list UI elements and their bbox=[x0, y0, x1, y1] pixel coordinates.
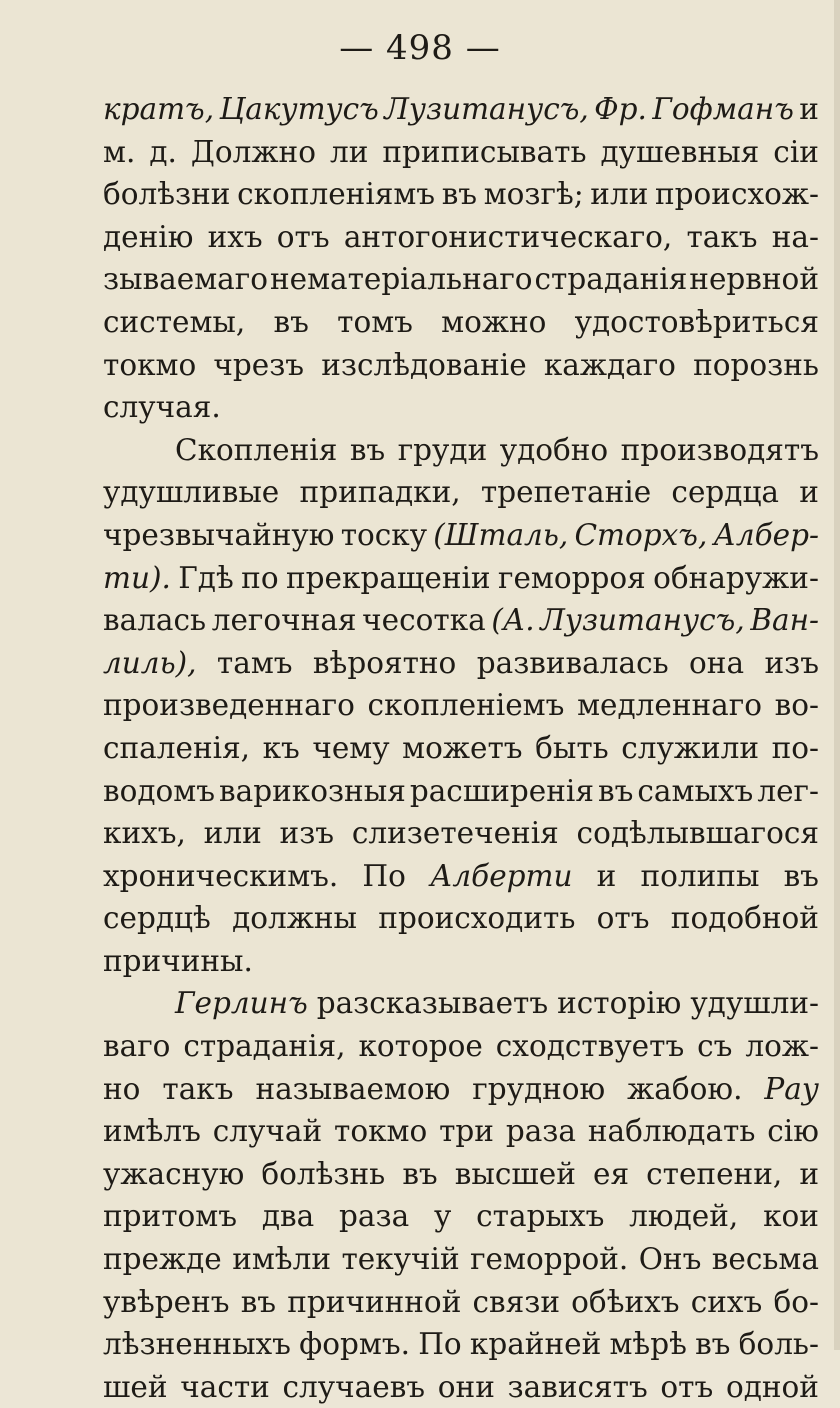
page-number: — 498 — bbox=[339, 28, 501, 68]
word: скопленіямъ bbox=[237, 177, 436, 212]
word: въ bbox=[402, 1156, 438, 1191]
word: (Шталь, bbox=[433, 517, 569, 552]
word: токмо bbox=[103, 347, 197, 382]
word: прежде bbox=[103, 1242, 222, 1277]
word: старыхъ bbox=[476, 1199, 605, 1234]
word: изъ bbox=[279, 816, 335, 851]
word: но bbox=[103, 1071, 141, 1106]
word: шей bbox=[103, 1369, 168, 1404]
word: скопленіемъ bbox=[367, 688, 565, 723]
text-line bbox=[103, 1110, 819, 1153]
text-line bbox=[103, 897, 819, 940]
word: хроническимъ. bbox=[103, 858, 339, 893]
word: и bbox=[799, 1156, 819, 1191]
word: и bbox=[596, 858, 617, 893]
word: слизетеченія bbox=[351, 816, 559, 851]
text-line bbox=[103, 855, 819, 898]
word: удостовѣриться bbox=[574, 304, 819, 339]
word: весьма bbox=[711, 1242, 819, 1277]
word: такъ bbox=[686, 219, 758, 254]
word: груди bbox=[397, 432, 488, 467]
word: варикозныя bbox=[219, 773, 406, 808]
text-line bbox=[103, 1281, 819, 1324]
word: причины. bbox=[103, 943, 253, 978]
text-line bbox=[103, 173, 819, 216]
word: по- bbox=[771, 730, 819, 765]
word: или bbox=[590, 177, 649, 212]
word: Албер- bbox=[713, 517, 819, 552]
word: приписывать bbox=[382, 134, 587, 169]
word: удушливые bbox=[103, 475, 280, 510]
word: (А. bbox=[491, 603, 535, 638]
word: страданія, bbox=[183, 1029, 346, 1064]
word: служили bbox=[621, 730, 760, 765]
word: содѣлывшагося bbox=[576, 816, 819, 851]
text-line bbox=[103, 684, 819, 727]
text-line bbox=[103, 344, 819, 387]
word: мѣрѣ bbox=[609, 1327, 687, 1362]
word: кратъ, bbox=[103, 92, 215, 126]
word: лег- bbox=[757, 773, 819, 808]
word: отъ bbox=[660, 1369, 714, 1404]
word: ея bbox=[592, 1156, 630, 1191]
word: формъ. bbox=[299, 1327, 410, 1362]
text-line bbox=[103, 1238, 819, 1281]
text-line bbox=[103, 258, 819, 301]
word: производятъ bbox=[620, 432, 819, 467]
word: геморрой. bbox=[470, 1242, 629, 1277]
text-line bbox=[103, 642, 819, 685]
word: случая. bbox=[103, 390, 221, 425]
word: наблюдать bbox=[587, 1114, 756, 1149]
word: кихъ, bbox=[103, 816, 186, 851]
word: и bbox=[799, 92, 819, 126]
word: лиль), bbox=[103, 645, 197, 680]
word: или bbox=[203, 816, 262, 851]
text-line bbox=[103, 429, 819, 472]
word: текучій bbox=[341, 1242, 460, 1277]
word: ваго bbox=[103, 1029, 171, 1064]
word: произведеннаго bbox=[103, 688, 355, 723]
word: причинной bbox=[287, 1284, 462, 1319]
word: притомъ bbox=[103, 1199, 238, 1234]
word: сіи bbox=[773, 134, 819, 169]
word: Ван- bbox=[750, 603, 819, 638]
word: Гдѣ bbox=[178, 560, 234, 595]
word: Скопленія bbox=[175, 432, 338, 467]
word: сію bbox=[767, 1114, 819, 1149]
word: расширенія bbox=[409, 773, 594, 808]
word: боль- bbox=[738, 1327, 819, 1362]
word: въ bbox=[240, 1284, 277, 1319]
word: Сторхъ, bbox=[574, 517, 708, 552]
word: въ bbox=[783, 858, 819, 893]
word: разсказываетъ bbox=[316, 986, 549, 1021]
word: имѣли bbox=[232, 1242, 332, 1277]
word: Лузитанусъ, bbox=[540, 603, 745, 638]
word: бо- bbox=[773, 1284, 819, 1319]
body-text bbox=[103, 88, 819, 1408]
word: раза bbox=[339, 1199, 410, 1234]
word: душевныя bbox=[600, 134, 760, 169]
paragraph bbox=[103, 429, 819, 983]
word: съ bbox=[697, 1029, 733, 1064]
word: изслѣдованіе bbox=[321, 347, 527, 382]
word: болѣзнь bbox=[261, 1156, 386, 1191]
word: можетъ bbox=[402, 730, 523, 765]
word: мозгѣ; bbox=[483, 177, 584, 212]
word: порознь bbox=[693, 347, 819, 382]
word: страданія bbox=[534, 262, 688, 297]
word: денію bbox=[103, 219, 194, 254]
word: которое bbox=[358, 1029, 483, 1064]
word: ихъ bbox=[207, 219, 263, 254]
text-line bbox=[103, 940, 819, 983]
word: нервной bbox=[689, 262, 819, 297]
word: прекращеніи bbox=[286, 560, 491, 595]
word: людей, bbox=[629, 1199, 739, 1234]
word: случай bbox=[212, 1114, 323, 1149]
word: обѣихъ bbox=[571, 1284, 680, 1319]
word: въ bbox=[695, 1327, 731, 1362]
word: сходствуетъ bbox=[495, 1029, 685, 1064]
word: кои bbox=[763, 1199, 819, 1234]
word: Цакутусъ bbox=[219, 92, 379, 126]
text-line bbox=[103, 770, 819, 813]
word: болѣзни bbox=[103, 177, 231, 212]
word: происхож- bbox=[654, 177, 819, 212]
word: ли bbox=[329, 134, 369, 169]
text-line bbox=[103, 599, 819, 642]
word: сердцѣ bbox=[103, 901, 211, 936]
page-edge bbox=[834, 0, 840, 1350]
word: высшей bbox=[454, 1156, 576, 1191]
word: каждаго bbox=[543, 347, 676, 382]
word: должны bbox=[232, 901, 358, 936]
word: м. bbox=[103, 134, 136, 169]
word: томъ bbox=[337, 304, 413, 339]
text-line bbox=[103, 514, 819, 557]
word: Должно bbox=[190, 134, 316, 169]
word: части bbox=[180, 1369, 270, 1404]
word: медленнаго bbox=[577, 688, 762, 723]
word: быть bbox=[535, 730, 609, 765]
word: ти). bbox=[103, 560, 171, 595]
word: системы, bbox=[103, 304, 246, 339]
word: спаленія, bbox=[103, 730, 251, 765]
word: въ bbox=[441, 177, 478, 212]
word: лож- bbox=[745, 1029, 819, 1064]
word: Лузитанусъ, bbox=[384, 92, 589, 126]
word: въ bbox=[597, 773, 634, 808]
word: водомъ bbox=[103, 773, 216, 808]
word: можно bbox=[441, 304, 547, 339]
text-line bbox=[103, 301, 819, 344]
word: во- bbox=[774, 688, 819, 723]
word: называемою bbox=[255, 1071, 451, 1106]
text-line bbox=[103, 1068, 819, 1111]
word: имѣлъ bbox=[103, 1114, 201, 1149]
word: отъ bbox=[276, 219, 330, 254]
word: сердца bbox=[671, 475, 780, 510]
word: такъ bbox=[162, 1071, 234, 1106]
word: къ bbox=[262, 730, 300, 765]
word: Фр. bbox=[594, 92, 647, 126]
word: зываемаго bbox=[103, 262, 268, 297]
word: на- bbox=[771, 219, 819, 254]
word: токмо bbox=[334, 1114, 428, 1149]
word: Гофманъ bbox=[652, 92, 794, 126]
word: они bbox=[437, 1369, 495, 1404]
word: полипы bbox=[640, 858, 760, 893]
word: случаевъ bbox=[282, 1369, 426, 1404]
word: въ bbox=[349, 432, 386, 467]
word: По bbox=[362, 858, 406, 893]
word: раза bbox=[505, 1114, 576, 1149]
word: припадки, bbox=[299, 475, 461, 510]
word: Рау bbox=[764, 1071, 819, 1106]
word: тамъ bbox=[216, 645, 293, 680]
word: одной bbox=[725, 1369, 819, 1404]
word: въ bbox=[273, 304, 309, 339]
word: чему bbox=[312, 730, 390, 765]
word: удушли- bbox=[690, 986, 819, 1021]
word: увѣренъ bbox=[103, 1284, 230, 1319]
word: вѣроятно bbox=[312, 645, 457, 680]
text-line bbox=[103, 982, 819, 1025]
word: самыхъ bbox=[637, 773, 754, 808]
word: чесотка bbox=[362, 603, 486, 638]
word: Герлинъ bbox=[175, 986, 308, 1021]
word: по bbox=[241, 560, 279, 595]
text-line bbox=[103, 557, 819, 600]
text-line bbox=[103, 386, 819, 429]
word: ужасную bbox=[103, 1156, 245, 1191]
word: тоску bbox=[340, 517, 428, 552]
word: удобно bbox=[499, 432, 609, 467]
text-line bbox=[103, 727, 819, 770]
word: чрезвычайную bbox=[103, 517, 335, 552]
word: крайней bbox=[469, 1327, 602, 1362]
word: По bbox=[418, 1327, 462, 1362]
word: она bbox=[689, 645, 745, 680]
word: д. bbox=[149, 134, 177, 169]
word: зависятъ bbox=[507, 1369, 648, 1404]
text-line bbox=[103, 131, 819, 174]
word: три bbox=[439, 1114, 494, 1149]
word: подобной bbox=[670, 901, 819, 936]
word: Алберти bbox=[430, 858, 573, 893]
text-line bbox=[103, 1366, 819, 1408]
word: Онъ bbox=[638, 1242, 702, 1277]
paragraph bbox=[103, 982, 819, 1408]
text-line bbox=[103, 471, 819, 514]
word: изъ bbox=[764, 645, 819, 680]
word: связи bbox=[472, 1284, 561, 1319]
text-line bbox=[103, 1323, 819, 1366]
word: происходить bbox=[378, 901, 576, 936]
word: валась bbox=[103, 603, 207, 638]
text-line bbox=[103, 1025, 819, 1068]
word: жабою. bbox=[627, 1071, 743, 1106]
word: у bbox=[433, 1199, 452, 1234]
word: чрезъ bbox=[213, 347, 305, 382]
word: степени, bbox=[646, 1156, 783, 1191]
word: два bbox=[261, 1199, 315, 1234]
word: грудною bbox=[472, 1071, 606, 1106]
word: трепетаніе bbox=[480, 475, 652, 510]
word: лѣзненныхъ bbox=[103, 1327, 291, 1362]
word: отъ bbox=[596, 901, 650, 936]
word: антогонистическаго, bbox=[343, 219, 673, 254]
word: сихъ bbox=[690, 1284, 763, 1319]
word: исторію bbox=[557, 986, 682, 1021]
text-line bbox=[103, 216, 819, 259]
paragraph bbox=[103, 88, 819, 429]
word: обнаружи- bbox=[653, 560, 819, 595]
text-line bbox=[103, 88, 819, 131]
word: и bbox=[799, 475, 819, 510]
word: легочная bbox=[211, 603, 357, 638]
word: нематеріальнаго bbox=[269, 262, 533, 297]
word: развивалась bbox=[476, 645, 669, 680]
word: геморроя bbox=[497, 560, 646, 595]
text-line bbox=[103, 1195, 819, 1238]
text-line bbox=[103, 812, 819, 855]
text-line bbox=[103, 1153, 819, 1196]
